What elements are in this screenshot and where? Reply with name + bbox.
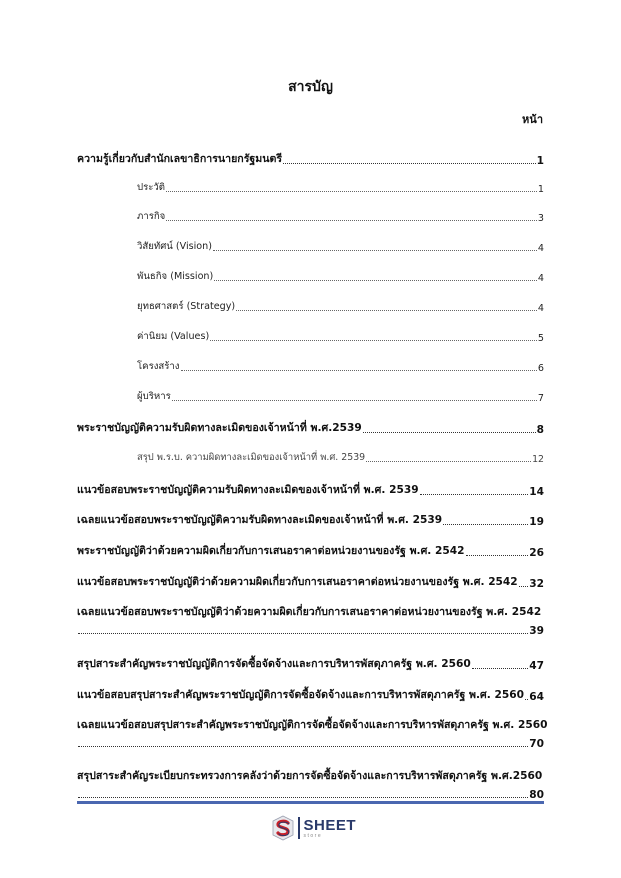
toc-entry — [137, 180, 544, 195]
toc-entry-page: 80 — [529, 789, 544, 801]
toc-entry — [77, 511, 544, 528]
toc-entry — [77, 716, 548, 733]
page-title: สารบัญ — [288, 79, 333, 95]
toc-entry-title: สรุปสาระสำคัญระเบียบกระทรวงการคลังว่าด้วยการจัดซื้อจัดจ้างและการบริหารพัสดุภาครัฐ พ.ศ.2560 — [77, 770, 543, 782]
sheet-store-logo — [271, 814, 356, 842]
toc-entry-page: 5 — [537, 333, 544, 344]
dot-leader — [363, 432, 536, 433]
toc-entry-page: 1 — [536, 155, 544, 167]
sheet-store-s-logo-icon — [271, 815, 295, 841]
dot-leader — [420, 494, 529, 495]
toc-entry — [137, 450, 544, 465]
toc-entry-leader — [77, 738, 544, 750]
toc-entry — [137, 209, 544, 224]
dot-leader — [443, 524, 528, 525]
toc-entry-leader — [77, 789, 544, 801]
toc-entry-page: 4 — [537, 243, 544, 254]
toc-entry-page: 64 — [529, 691, 544, 703]
toc-entry-title: ผู้บริหาร — [137, 391, 171, 402]
toc-entry — [77, 481, 544, 498]
toc-entry-title: แนวข้อสอบพระราชบัญญัติว่าด้วยความผิดเกี่ยวกับการเสนอราคาต่อหน่วยงานของรัฐ พ.ศ. 2542 — [77, 576, 518, 588]
toc-entry-title: สรุป พ.ร.บ. ความผิดทางละเมิดของเจ้าหน้าที่ พ.ศ. 2539 — [137, 452, 366, 463]
toc-entry-title: เฉลยแนวข้อสอบพระราชบัญญัติว่าด้วยความผิดเกี่ยวกับการเสนอราคาต่อหน่วยงานของรัฐ พ.ศ. 2542 — [77, 606, 542, 618]
toc-entry — [77, 603, 544, 620]
toc-entry — [77, 767, 544, 784]
toc-entry-page: 12 — [532, 454, 544, 465]
toc-entry-page: 47 — [529, 660, 544, 672]
dot-leader — [166, 191, 537, 192]
toc-entry-page: 32 — [529, 578, 544, 590]
toc-entry-page: 8 — [536, 424, 544, 436]
toc-entry-title: เฉลยแนวข้อสอบพระราชบัญญัติความรับผิดทางละเมิดของเจ้าหน้าที่ พ.ศ. 2539 — [77, 514, 443, 526]
toc-entry-page: 70 — [529, 738, 544, 750]
logo-wordmark — [304, 818, 357, 839]
toc-entry-title: ภารกิจ — [137, 211, 166, 222]
toc-entry — [77, 542, 544, 559]
toc-entry — [77, 655, 544, 672]
toc-entry — [77, 419, 544, 436]
toc-entry-page: 7 — [537, 393, 544, 404]
dot-leader — [525, 699, 528, 700]
toc-entry-title: ค่านิยม (Values) — [137, 331, 210, 342]
toc-entry — [77, 150, 544, 167]
dot-leader — [166, 220, 537, 221]
toc-entry-title: พระราชบัญญัติความรับผิดทางละเมิดของเจ้าหน้าที่ พ.ศ.2539 — [77, 422, 362, 434]
toc-entry — [77, 573, 544, 590]
toc-entry — [137, 299, 544, 314]
dot-leader — [213, 250, 537, 251]
footer-rule — [77, 801, 544, 804]
dot-leader — [519, 586, 529, 587]
toc-entry-page: 4 — [537, 273, 544, 284]
toc-entry-title: แนวข้อสอบพระราชบัญญัติความรับผิดทางละเมิดของเจ้าหน้าที่ พ.ศ. 2539 — [77, 484, 419, 496]
toc-entry-page: 4 — [537, 303, 544, 314]
toc-entry-title: โครงสร้าง — [137, 361, 180, 372]
toc-entry-title: พระราชบัญญัติว่าด้วยความผิดเกี่ยวกับการเสนอราคาต่อหน่วยงานของรัฐ พ.ศ. 2542 — [77, 545, 465, 557]
toc-entry-page: 19 — [529, 516, 544, 528]
toc-entry — [137, 269, 544, 284]
dot-leader — [78, 746, 528, 747]
dot-leader — [210, 340, 537, 341]
toc-entry-title: วิสัยทัศน์ (Vision) — [137, 241, 213, 252]
toc-entry-title: ประวัติ — [137, 182, 166, 193]
toc-entry — [137, 329, 544, 344]
toc-entry-title: ความรู้เกี่ยวกับสำนักเลขาธิการนายกรัฐมนตรี — [77, 153, 283, 165]
dot-leader — [214, 280, 537, 281]
toc-entry-title: แนวข้อสอบสรุปสาระสำคัญพระราชบัญญัติการจัดซื้อจัดจ้างและการบริหารพัสดุภาครัฐ พ.ศ. 2560 — [77, 689, 524, 701]
logo-separator — [298, 817, 300, 839]
dot-leader — [78, 797, 528, 798]
logo-brand-sub: store — [303, 832, 323, 839]
dot-leader — [181, 370, 537, 371]
page-column-label: หน้า — [522, 113, 543, 126]
toc-entry-page: 26 — [529, 547, 544, 559]
toc-entry-title: เฉลยแนวข้อสอบสรุปสาระสำคัญพระราชบัญญัติการจัดซื้อจัดจ้างและการบริหารพัสดุภาครัฐ พ.ศ. 2560 — [77, 719, 548, 731]
toc-entry-page: 1 — [537, 184, 544, 195]
toc-entry — [77, 686, 544, 703]
dot-leader — [366, 461, 531, 462]
toc-entry-leader — [77, 625, 544, 637]
toc-entry-title: พันธกิจ (Mission) — [137, 271, 214, 282]
dot-leader — [236, 310, 537, 311]
toc-entry-page: 3 — [537, 213, 544, 224]
toc-entry-title: ยุทธศาสตร์ (Strategy) — [137, 301, 236, 312]
toc-entry-page: 6 — [537, 363, 544, 374]
toc-entry-page: 39 — [529, 625, 544, 637]
toc-entry — [137, 359, 544, 374]
logo-brand-name: SHEET — [303, 816, 357, 834]
dot-leader — [283, 163, 536, 164]
toc-entry-page: 14 — [529, 486, 544, 498]
toc-entry-title: สรุปสาระสำคัญพระราชบัญญัติการจัดซื้อจัดจ้างและการบริหารพัสดุภาครัฐ พ.ศ. 2560 — [77, 658, 471, 670]
toc-entry — [137, 239, 544, 254]
dot-leader — [78, 633, 528, 634]
dot-leader — [466, 555, 529, 556]
dot-leader — [472, 668, 528, 669]
toc-entry — [137, 389, 544, 404]
dot-leader — [172, 400, 537, 401]
